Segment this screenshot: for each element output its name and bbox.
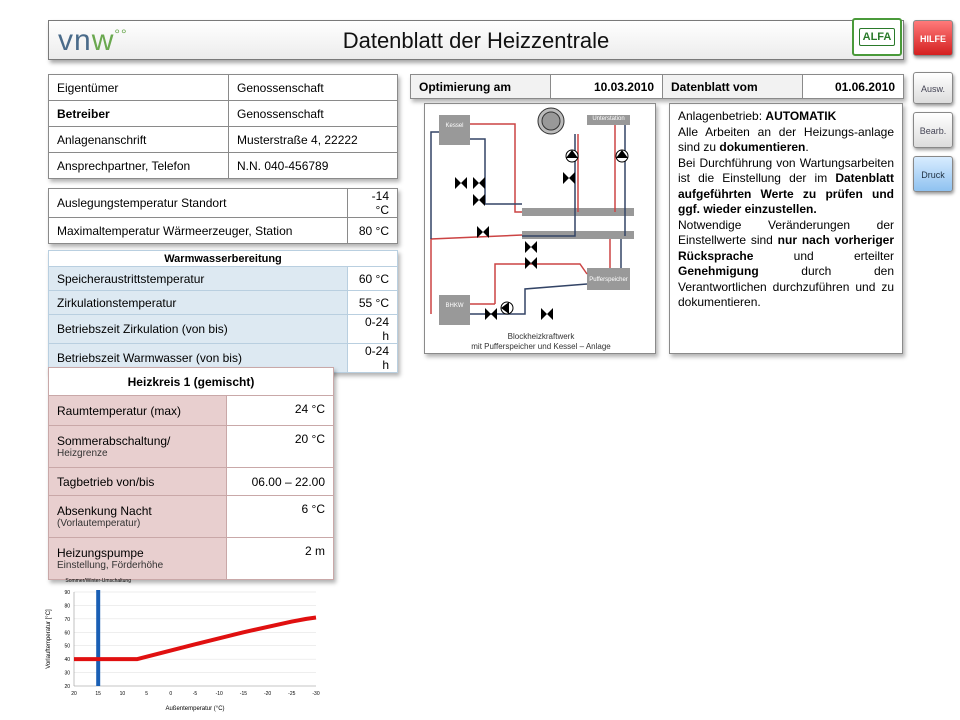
hk-sublabel: Heizgrenze — [57, 448, 108, 459]
info-textbox: Anlagenbetrieb: AUTOMATIK Alle Arbeiten an der Heizungs-anlage sind zu dokumentieren. Bei Durchführung von Wartungsarbeiten ist die Einstellung der im Datenblatt aufgeführten Werte zu prüfen und ggf. wieder einzustellen. Notwendige Veränderungen der Einstellwerte sind nur nach vorheriger Rücksprache und erteilter Genehmigung durch den Verantwortlichen durchzuführen und zu dokumentieren. — [669, 103, 903, 354]
ww-label: Speicheraustrittstemperatur — [49, 267, 348, 291]
ausw-button[interactable]: Ausw. — [913, 72, 953, 104]
x-tick-label: 20 — [71, 691, 77, 697]
design-temp-value: -14 °C — [348, 189, 398, 218]
ww-label: Betriebszeit Zirkulation (von bis) — [49, 315, 348, 344]
ww-label: Zirkulationstemperatur — [49, 291, 348, 315]
heating-curve-chart — [40, 574, 330, 714]
alfa-logo: ALFA — [852, 18, 902, 56]
ww-value: 0-24 h — [348, 344, 398, 373]
info-text: und erteilter — [753, 248, 894, 263]
info-text: Notwendige Veränderungen der Einstellwerte sind — [678, 217, 894, 247]
chart-title: Sommer/Winter-Umschaltung — [65, 578, 131, 584]
y-tick-label: 80 — [64, 603, 70, 610]
kessel-label: Kessel — [445, 123, 464, 129]
x-tick-label: -25 — [288, 691, 296, 697]
hk-value: 20 °C — [227, 426, 334, 468]
schematic-diagram — [424, 103, 656, 354]
y-tick-label: 40 — [64, 657, 70, 664]
diagram-caption-1: Blockheizkraftwerk — [507, 332, 575, 341]
druck-button[interactable]: Druck — [913, 156, 953, 192]
heating-curve-line — [74, 618, 316, 660]
operator-label: Betreiber — [49, 101, 229, 127]
table-row — [49, 496, 334, 538]
info-text-bold: dokumentieren — [719, 140, 806, 154]
contact-label: Ansprechpartner, Telefon — [49, 153, 229, 179]
bhkw-box — [439, 295, 470, 325]
owner-value: Genossenschaft — [229, 75, 398, 101]
table-row — [49, 101, 398, 127]
hk-label: Sommerabschaltung/ — [57, 434, 171, 448]
dates-table — [410, 74, 904, 99]
y-tick-label: 70 — [64, 616, 70, 623]
x-tick-label: -20 — [263, 691, 272, 697]
address-label: Anlagenanschrift — [49, 127, 229, 153]
ww-value: 55 °C — [348, 291, 398, 315]
hk-value: 06.00 – 22.00 — [227, 468, 334, 496]
vnw-logo: vnw°° — [58, 24, 128, 57]
info-text: Alle Arbeiten an der Heizungs-anlage sind zu — [678, 124, 894, 154]
table-row — [49, 396, 334, 426]
y-tick-label: 30 — [64, 670, 70, 677]
table-row — [49, 426, 334, 468]
owner-label: Eigentümer — [49, 75, 229, 101]
ww-value: 0-24 h — [348, 315, 398, 344]
heizkreis-table — [48, 367, 334, 580]
optimization-date-value: 10.03.2010 — [551, 75, 663, 99]
y-tick-label: 50 — [64, 643, 70, 650]
hk-label: Absenkung Nacht — [57, 504, 152, 518]
hk-label: Tagbetrieb von/bis — [49, 468, 227, 496]
bearb-button[interactable]: Bearb. — [913, 112, 953, 148]
y-tick-label: 20 — [64, 684, 70, 690]
help-button[interactable]: HILFE — [913, 20, 953, 56]
warmwasser-table — [48, 250, 398, 373]
x-axis-label: Außentemperatur (°C) — [165, 706, 225, 712]
info-text: Anlagenbetrieb: — [678, 109, 766, 123]
y-tick-label: 60 — [64, 630, 70, 637]
table-row — [49, 218, 398, 244]
x-tick-label: 10 — [119, 691, 126, 697]
table-row — [49, 153, 398, 179]
x-tick-label: -10 — [215, 691, 223, 697]
chart-svg — [40, 574, 330, 714]
info-text: Bei Durchführung von Wartungsarbeiten ist die Einstellung der im — [678, 155, 894, 185]
table-row — [49, 127, 398, 153]
ww-value: 60 °C — [348, 267, 398, 291]
hk-value: 24 °C — [227, 396, 334, 426]
design-temperature-table — [48, 188, 398, 244]
contact-value: N.N. 040-456789 — [229, 153, 398, 179]
x-tick-label: 5 — [145, 691, 148, 697]
info-text-bold: nur nach vorheriger Rücksprache — [678, 233, 894, 263]
optimization-date-label: Optimierung am — [411, 75, 551, 99]
design-temp-label: Auslegungstemperatur Standort — [49, 189, 348, 218]
info-text-bold: Genehmigung — [678, 264, 759, 278]
table-row — [49, 267, 398, 291]
operator-value: Genossenschaft — [229, 101, 398, 127]
hk-value: 2 m — [227, 538, 334, 580]
max-temp-label: Maximaltemperatur Wärmeerzeuger, Station — [49, 218, 348, 244]
pufferspeicher-label: Pufferspeicher — [589, 277, 628, 283]
hk-value: 6 °C — [227, 496, 334, 538]
hk-label: Raumtemperatur (max) — [49, 396, 227, 426]
heizkreis-title: Heizkreis 1 (gemischt) — [49, 368, 334, 396]
address-value: Musterstraße 4, 22222 — [229, 127, 398, 153]
x-tick-label: -15 — [239, 691, 248, 697]
unterstation-label: Unterstation — [592, 116, 625, 122]
distributor-bottom — [522, 231, 634, 239]
x-tick-label: 0 — [169, 691, 173, 697]
x-tick-label: 15 — [95, 691, 101, 697]
table-row — [49, 75, 398, 101]
owner-table — [48, 74, 398, 179]
diagram-caption-2: mit Pufferspeicher und Kessel – Anlage — [471, 342, 611, 351]
bhkw-label: BHKW — [445, 303, 464, 309]
ww-label: Betriebszeit Warmwasser (von bis) — [49, 344, 348, 373]
x-tick-label: -5 — [192, 691, 198, 697]
hk-sublabel: Einstellung, Förderhöhe — [57, 560, 164, 571]
info-text-bold: AUTOMATIK — [765, 109, 837, 123]
datasheet-date-label: Datenblatt vom — [663, 75, 803, 99]
hk-label: Heizungspumpe — [57, 546, 144, 560]
x-tick-label: -30 — [312, 691, 320, 697]
y-axis-label: Vorlauftemperatur [°C] — [46, 609, 52, 669]
hk-sublabel: (Vorlautemperatur) — [57, 518, 141, 529]
info-text-bold: Datenblatt aufgeführten Werte zu prüfen und ggf. wieder einzustellen. — [678, 171, 894, 216]
kessel-box — [439, 115, 470, 145]
warmwasser-title: Warmwasserbereitung — [49, 251, 398, 267]
info-text: durch den Verantwortlichen durchzuführen und zu dokumentieren. — [678, 264, 894, 309]
table-row — [49, 291, 398, 315]
table-row — [49, 189, 398, 218]
max-temp-value: 80 °C — [348, 218, 398, 244]
datasheet-date-value: 01.06.2010 — [803, 75, 904, 99]
table-row — [49, 315, 398, 344]
page-title: Datenblatt der Heizzentrale — [342, 28, 610, 53]
y-tick-label: 90 — [64, 590, 70, 596]
table-row — [49, 468, 334, 496]
